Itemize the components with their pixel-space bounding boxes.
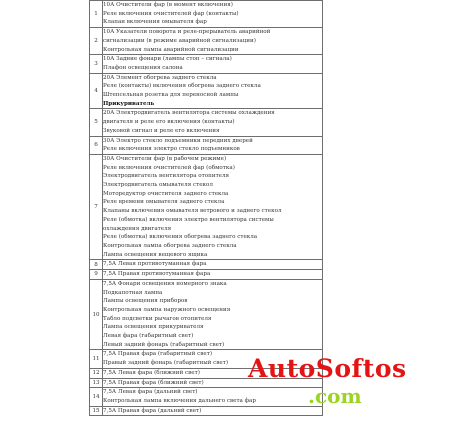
fuse-description-line: 20А Элемент обогрева заднего стекла bbox=[103, 74, 217, 81]
fuse-row bbox=[90, 28, 323, 55]
fuse-number: 12 bbox=[90, 368, 103, 378]
fuse-description-line: охлаждения двигателя bbox=[103, 225, 172, 232]
fuse-description bbox=[103, 136, 323, 154]
fuse-description-line: Клапаны включения омывателя ветрового и заднего стекол bbox=[103, 208, 282, 215]
fuse-description-line: Лампа освещения прикуривателя bbox=[103, 324, 204, 331]
fuse-description bbox=[103, 260, 323, 270]
fuse-description bbox=[103, 73, 323, 109]
fuse-number: 3 bbox=[90, 55, 103, 73]
fuse-description-line: 30А Электро стекло подъемники передних дверей bbox=[103, 137, 253, 144]
fuse-number: 13 bbox=[90, 378, 103, 388]
fuse-number: 15 bbox=[90, 406, 103, 416]
fuse-description-line: Реле (обмотка) включения обогрева заднего стекла bbox=[103, 234, 258, 241]
fuse-number: 10 bbox=[90, 279, 103, 350]
fuse-number: 14 bbox=[90, 388, 103, 406]
fuse-description-line: Контрольная лампа включения дальнего света фар bbox=[103, 397, 256, 404]
fuse-description-line: 7,5А Левая противотуманная фара bbox=[103, 261, 207, 268]
fuse-description-line: Электродвигатель вентилятора отопителя bbox=[103, 173, 230, 180]
fuse-description-line: Контрольная лампа обогрева заднего стекла bbox=[103, 242, 237, 249]
fuse-description-line: Правый задний фонарь (габаритный свет) bbox=[103, 360, 229, 367]
fuse-description-line: Реле включения очистителей фар (обмотка) bbox=[103, 164, 235, 171]
fuse-description-line: Реле включения очистителей фар (контакты) bbox=[103, 10, 239, 17]
fuse-description-line: 7,5А Левая фара (ближний свет) bbox=[103, 369, 200, 376]
fuse-number: 7 bbox=[90, 154, 103, 259]
fuse-description-line: Звуковой сигнал и реле его включения bbox=[103, 127, 220, 134]
fuse-row bbox=[90, 279, 323, 350]
fuse-description-line: Реле (контакты) включения обогрева заднего стекла bbox=[103, 83, 261, 90]
fuse-description-line: Контрольная лампа наружного освещения bbox=[103, 306, 231, 313]
fuse-description bbox=[103, 55, 323, 73]
fuse-description-line: двигателя и реле его включения (контакты) bbox=[103, 119, 235, 126]
fuse-row bbox=[90, 109, 323, 136]
fuse-description bbox=[103, 279, 323, 350]
fuse-description-line: Реле включения электро стекло подъемников bbox=[103, 146, 240, 153]
fuse-description bbox=[103, 28, 323, 55]
fuse-description-line: Табло подсветки рычагов отопителя bbox=[103, 315, 212, 322]
fuse-description-line: Моторедуктор очистителя заднего стекла bbox=[103, 190, 229, 197]
fuse-description-line: 7,5А Правая фара (габаритный свет) bbox=[103, 351, 213, 358]
fuse-description-line: Плафон освещения салона bbox=[103, 64, 183, 71]
fuse-description-line: Реле времени омывателя заднего стекла bbox=[103, 199, 225, 206]
fuse-description-line: 20А Электродвигатель вентилятора системы охлаждения bbox=[103, 110, 275, 117]
fuse-description-line: 10А Очистители фар (в момент включения) bbox=[103, 2, 233, 8]
fuse-row bbox=[90, 270, 323, 280]
fuse-number: 4 bbox=[90, 73, 103, 109]
fuse-row bbox=[90, 55, 323, 73]
fuse-description-line: Штепсельная розетка для переносной лампы bbox=[103, 92, 239, 99]
fuse-description-line: Левая фара (габаритный свет) bbox=[103, 333, 194, 340]
fuse-description-line: 10А Задние фонари (лампы стоп – сигнала) bbox=[103, 56, 232, 63]
fuse-description-line: 7,5А Фонари освещения номерного знака bbox=[103, 280, 227, 287]
fuse-description bbox=[103, 154, 323, 259]
fuse-description-line: 10А Указатели поворота и реле-прерыватель аварийной bbox=[103, 29, 271, 36]
fuse-description-line: Электродвигатель омывателя стекол bbox=[103, 182, 213, 189]
fuse-row bbox=[90, 73, 323, 109]
watermark-text: AutoSoftos bbox=[248, 354, 407, 383]
fuse-row bbox=[90, 154, 323, 259]
fuse-description-line: Реле (обмотка) включения электро вентилятора системы bbox=[103, 216, 274, 223]
fuse-description-line: Контрольная лампа аварийной сигнализации bbox=[103, 46, 239, 53]
fuse-row bbox=[90, 1, 323, 28]
fuse-number: 9 bbox=[90, 270, 103, 280]
fuse-description bbox=[103, 1, 323, 28]
fuse-number: 6 bbox=[90, 136, 103, 154]
fuse-description-line-bold: Прикуриватель bbox=[103, 100, 155, 107]
watermark-domain: .com bbox=[308, 384, 362, 408]
fuse-description-line: 7,5А Правая фара (дальний свет) bbox=[103, 407, 202, 414]
watermark-logo bbox=[248, 354, 450, 416]
fuse-description-line: Лампы освещения приборов bbox=[103, 298, 188, 305]
fuse-row bbox=[90, 136, 323, 154]
fuse-number: 5 bbox=[90, 109, 103, 136]
fuse-description-line: Подкапотная лампа bbox=[103, 289, 163, 296]
fuse-description-line: 30А Очистители фар (в рабочем режиме) bbox=[103, 155, 227, 162]
fuse-description-line: Клапан включения омывателя фар bbox=[103, 19, 207, 26]
fuse-description-line: 7,5А Левая фара (дальний свет) bbox=[103, 389, 198, 396]
fuse-row bbox=[90, 260, 323, 270]
fuse-number: 2 bbox=[90, 28, 103, 55]
fuse-description-line: сигнализации (в режиме аварийной сигнализации) bbox=[103, 37, 256, 44]
fuse-number: 1 bbox=[90, 1, 103, 28]
fuse-number: 11 bbox=[90, 350, 103, 368]
fuse-description-line: 7,5А Правая противотуманная фара bbox=[103, 271, 211, 278]
fuse-number: 8 bbox=[90, 260, 103, 270]
fuse-description-line: Левый задний фонарь (габаритный свет) bbox=[103, 341, 225, 348]
fuse-description bbox=[103, 109, 323, 136]
fuse-description-line: Лампа освещения вещевого ящика bbox=[103, 251, 208, 258]
fuse-description-line: 7,5А Правая фара (ближний свет) bbox=[103, 379, 204, 386]
fuse-description bbox=[103, 270, 323, 280]
